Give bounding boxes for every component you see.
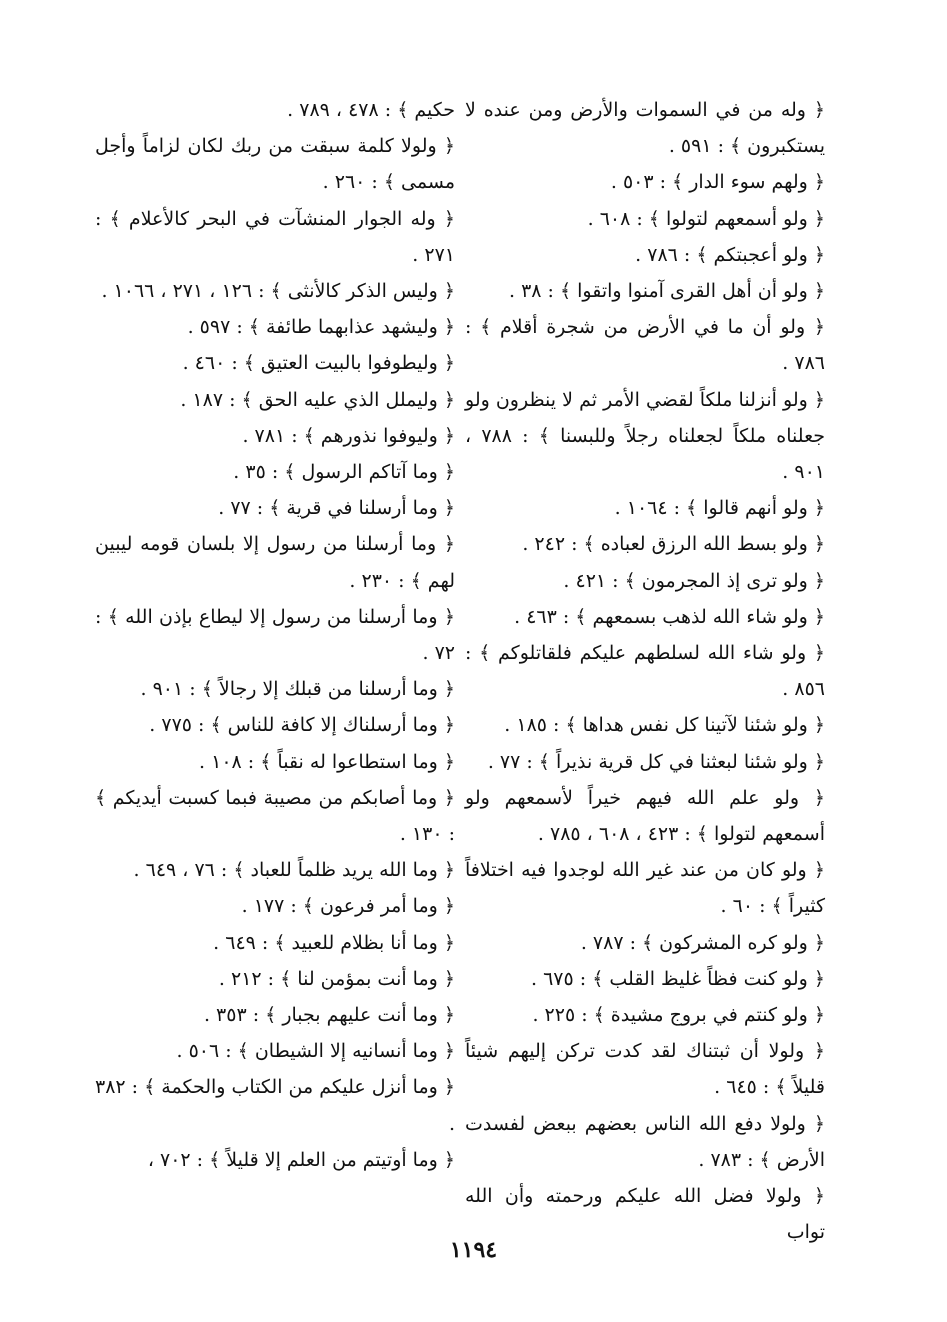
index-entry: ﴿ وليوفوا نذورهم ﴾ : ٧٨١ . <box>242 424 455 447</box>
index-entry: ﴿ وليشهد عذابهما طائفة ﴾ : ٥٩٧ . <box>187 316 455 339</box>
index-entry: ﴿ وما أوتيتم من العلم إلا قليلاً ﴾ : ٧٠٢ ، <box>147 1148 455 1171</box>
index-entry: ﴿ ولولا دفع الله الناس بعضهم ببعض لفسدت الأرض ﴾ : ٧٨٣ . <box>465 1112 825 1171</box>
index-entry: ﴿ وما آتاكم الرسول ﴾ : ٣٥ . <box>233 461 455 484</box>
index-entry: ﴿ وليس الذكر كالأنثى ﴾ : ١٢٦ ، ٢٧١ ، ١٠٦٦ . <box>101 280 455 303</box>
index-entry: ﴿ ولو أسمعهم لتولوا ﴾ : ٦٠٨ . <box>587 207 825 230</box>
index-entry: ﴿ وما أنت بمؤمن لنا ﴾ : ٢١٢ . <box>218 967 455 990</box>
index-entry: ﴿ ولو أن ما في الأرض من شجرة أقلام ﴾ : ٧٨٦ . <box>465 316 825 375</box>
index-entry: ﴿ ولولا فضل الله عليكم ورحمته وأن الله تواب <box>465 1185 825 1244</box>
index-entry: ﴿ وما أرسلنا في قرية ﴾ : ٧٧ . <box>218 497 455 520</box>
index-entry: ﴿ وما استطاعوا له نقباً ﴾ : ١٠٨ . <box>199 750 455 773</box>
index-entry: ﴿ ولهم سوء الدار ﴾ : ٥٠٣ . <box>610 171 825 194</box>
index-entry: ﴿ وما أصابكم من مصيبة فبما كسبت أيديكم ﴾ : ١٣٠ . <box>95 786 455 846</box>
index-entry: ﴿ وما أرسلنا من رسول إلا ليطاع بإذن الله ﴾ : ٧٢ . <box>95 605 455 665</box>
index-entry: ﴿ ولو كنتم في بروج مشيدة ﴾ : ٢٢٥ . <box>532 1004 825 1027</box>
index-entry: ﴿ ولو شئنا لبعثنا في كل قرية نذيراً ﴾ : ٧٧ . <box>487 750 825 773</box>
left-column <box>95 92 455 1178</box>
index-entry: ﴿ ولو أعجبتكم ﴾ : ٧٨٦ . <box>635 243 825 266</box>
index-entry: ﴿ وما أرسلنا من رسول إلا بلسان قومه ليبين لهم ﴾ : ٢٣٠ . <box>95 533 455 592</box>
index-entry: ﴿ ولو كنت فظاً غليظ القلب ﴾ : ٦٧٥ . <box>531 967 825 990</box>
index-entry: ﴿ ولو أن أهل القرى آمنوا واتقوا ﴾ : ٣٨ . <box>508 280 825 303</box>
index-entry: ﴿ ولو شئنا لآتينا كل نفس هداها ﴾ : ١٨٥ . <box>504 714 825 737</box>
index-entry: ﴿ وليطوفوا بالبيت العتيق ﴾ : ٤٦٠ . <box>182 352 455 375</box>
index-entry: ﴿ وما أنت عليهم بجبار ﴾ : ٣٥٣ . <box>203 1004 455 1027</box>
index-entry: ﴿ وله من في السموات والأرض ومن عنده لا يستكبرون ﴾ : ٥٩١ . <box>465 99 825 158</box>
index-entry: ﴿ ولو علم الله فيهم خيراً لأسمعهم ولو أسمعهم لتولوا ﴾ : ٤٢٣ ، ٦٠٨ ، ٧٨٥ . <box>465 786 825 846</box>
index-entry: ﴿ وما أنزل عليكم من الكتاب والحكمة ﴾ : ٣٨٢ . <box>95 1076 455 1135</box>
index-entry: ﴿ وما أمر فرعون ﴾ : ١٧٧ . <box>241 895 455 918</box>
index-entry: ﴿ وله الجوار المنشآت في البحر كالأعلام ﴾ : ٢٧١ . <box>95 207 455 266</box>
index-entry: ﴿ ولو بسط الله الرزق لعباده ﴾ : ٢٤٢ . <box>522 533 825 556</box>
page-number: ١١٩٤ <box>449 1237 498 1263</box>
index-entry: ﴿ ولو أنزلنا ملكاً لقضي الأمر ثم لا ينظرون ولو جعلناه ملكاً لجعلناه رجلاً وللبسنا ﴾ : ٧٨٨ ، ٩٠١ . <box>465 388 825 484</box>
index-entry: ﴿ وما الله يريد ظلماً للعباد ﴾ : ٧٦ ، ٦٤٩ . <box>133 859 455 882</box>
index-entry: ﴿ وما أرسلنا من قبلك إلا رجالاً ﴾ : ٩٠١ . <box>140 678 455 701</box>
index-entry: ﴿ ولو شاء الله لسلطهم عليكم فلقاتلوكم ﴾ : ٨٥٦ . <box>465 642 825 701</box>
index-entry: ﴿ وما أنا بظلام للعبيد ﴾ : ٦٤٩ . <box>213 931 455 954</box>
index-entry: ﴿ وما أرسلناك إلا كافة للناس ﴾ : ٧٧٥ . <box>149 714 455 737</box>
index-entry: ﴿ ولو شاء الله لذهب بسمعهم ﴾ : ٤٦٣ . <box>514 605 825 628</box>
right-column <box>465 92 825 1251</box>
index-entry: ﴿ ولولا كلمة سبقت من ربك لكان لزاماً وأجل مسمى ﴾ : ٢٦٠ . <box>95 135 455 194</box>
index-entry: ﴿ ولو أنهم قالوا ﴾ : ١٠٦٤ . <box>614 497 825 520</box>
index-entry: ﴿ ولو كان من عند غير الله لوجدوا فيه اختلافاً كثيراً ﴾ : ٦٠ . <box>465 859 825 918</box>
index-entry: ﴿ وليملل الذي عليه الحق ﴾ : ١٨٧ . <box>180 388 455 411</box>
index-entry: ﴿ ولو ترى إذ المجرمون ﴾ : ٤٢١ . <box>563 569 825 592</box>
index-entry: ﴿ ولولا أن ثبتناك لقد كدت تركن إليهم شيئاً قليلاً ﴾ : ٦٤٥ . <box>465 1040 825 1099</box>
index-entry: حكيم ﴾ : ٤٧٨ ، ٧٨٩ . <box>287 99 455 121</box>
index-entry: ﴿ ولو كره المشركون ﴾ : ٧٨٧ . <box>580 931 825 954</box>
index-entry: ﴿ وما أنسانيه إلا الشيطان ﴾ : ٥٠٦ . <box>176 1040 455 1063</box>
